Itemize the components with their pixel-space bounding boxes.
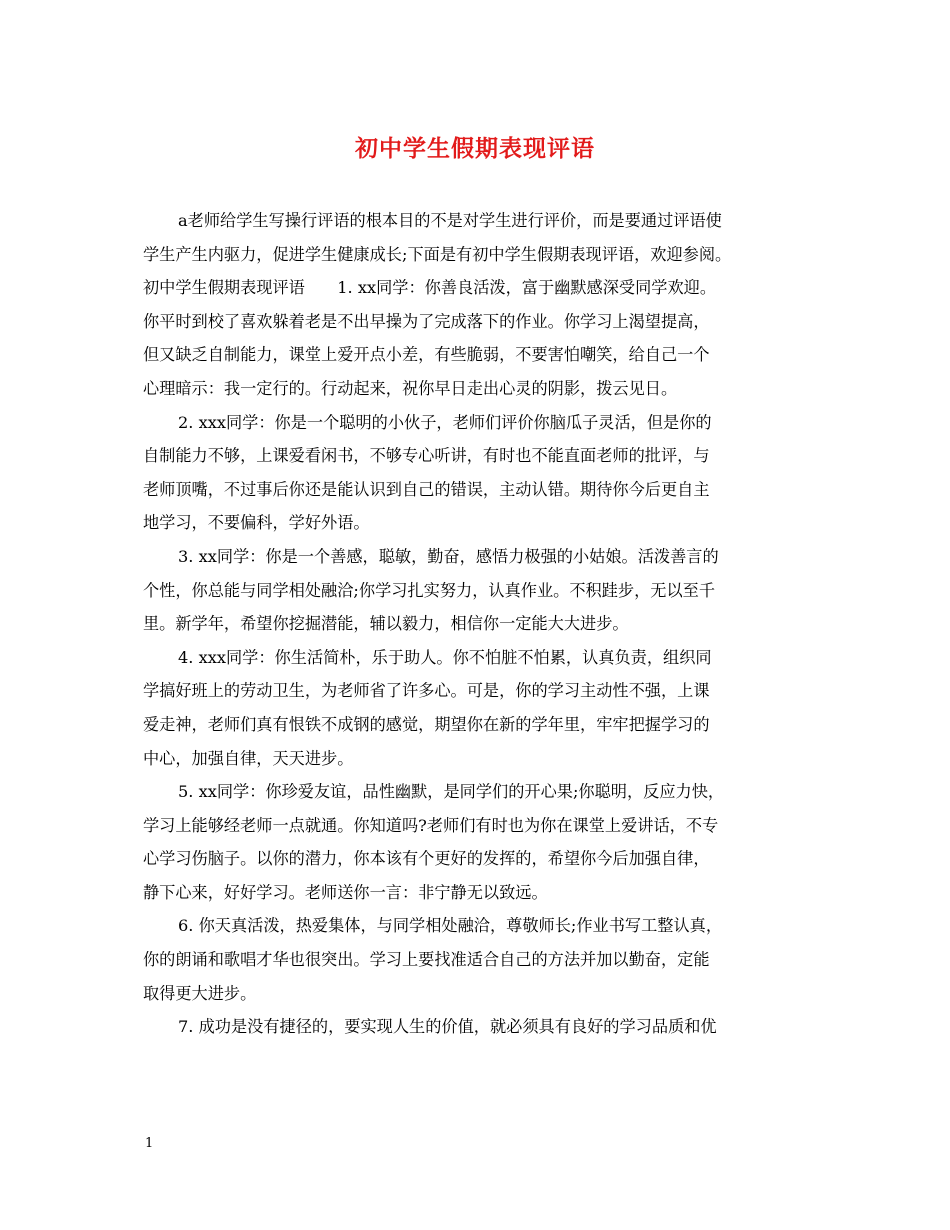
text-line: 2. xxx同学：你是一个聪明的小伙子，老师们评价你脑瓜子灵活，但是你的 bbox=[178, 412, 712, 432]
document-title: 初中学生假期表现评语 bbox=[355, 135, 595, 162]
text-line: 学搞好班上的劳动卫生，为老师省了许多心。可是，你的学习主动性不强，上课 bbox=[143, 681, 710, 701]
page-number: 1 bbox=[145, 1136, 154, 1151]
text-line: 爱走神，老师们真有恨铁不成钢的感觉，期望你在新的学年里，牢牢把握学习的 bbox=[143, 714, 710, 734]
text-line: 老师顶嘴，不过事后你还是能认识到自己的错误，主动认错。期待你今后更自主 bbox=[143, 479, 710, 499]
text-line: 个性，你总能与同学相处融洽;你学习扎实努力，认真作业。不积跬步，无以至千 bbox=[143, 580, 716, 600]
text-line: 取得更大进步。 bbox=[143, 983, 257, 1003]
text-line: 学生产生内驱力，促进学生健康成长;下面是有初中学生假期表现评语，欢迎参阅。 bbox=[143, 244, 732, 264]
text-line: 中心，加强自律，天天进步。 bbox=[143, 748, 354, 768]
text-line: 7. 成功是没有捷径的，要实现人生的价值，就必须具有良好的学习品质和优 bbox=[178, 1017, 717, 1037]
text-line: 但又缺乏自制能力，课堂上爱开点小差，有些脆弱，不要害怕嘲笑，给自己一个 bbox=[143, 345, 710, 365]
text-line: a老师给学生写操行评语的根本目的不是对学生进行评价，而是要通过评语使 bbox=[178, 211, 722, 230]
text-line: 心理暗示：我一定行的。行动起来，祝你早日走出心灵的阴影，拨云见日。 bbox=[143, 378, 678, 398]
text-line: 初中学生假期表现评语 1. xx同学：你善良活泼，富于幽默感深受同学欢迎。 bbox=[143, 278, 717, 298]
text-line: 5. xx同学：你珍爱友谊，品性幽默，是同学们的开心果;你聪明，反应力快， bbox=[178, 782, 725, 802]
document-body bbox=[143, 204, 811, 1044]
text-line: 自制能力不够，上课爱看闲书，不够专心听讲，有时也不能直面老师的批评，与 bbox=[143, 446, 710, 466]
text-line: 你平时到校了喜欢躲着老是不出早操为了完成落下的作业。你学习上渴望提高， bbox=[143, 311, 710, 331]
text-line: 里。新学年，希望你挖掘潜能，辅以毅力，相信你一定能大大进步。 bbox=[143, 614, 629, 634]
text-line: 4. xxx同学：你生活简朴，乐于助人。你不怕脏不怕累，认真负责，组织同 bbox=[178, 647, 712, 667]
text-line: 6. 你天真活泼，热爱集体，与同学相处融洽，尊敬师长;作业书写工整认真， bbox=[178, 916, 723, 936]
text-line: 地学习，不要偏科，学好外语。 bbox=[143, 513, 370, 533]
text-line: 3. xx同学：你是一个善感，聪敏，勤奋，感悟力极强的小姑娘。活泼善言的 bbox=[178, 546, 719, 566]
text-line: 你的朗诵和歌唱才华也很突出。学习上要找准适合自己的方法并加以勤奋，定能 bbox=[143, 950, 710, 970]
text-line: 心学习伤脑子。以你的潜力，你本该有个更好的发挥的，希望你今后加强自律， bbox=[143, 849, 710, 869]
text-line: 静下心来，好好学习。老师送你一言：非宁静无以致远。 bbox=[143, 882, 548, 902]
text-line: 学习上能够经老师一点就通。你知道吗?老师们有时也为你在课堂上爱讲话，不专 bbox=[143, 815, 719, 835]
